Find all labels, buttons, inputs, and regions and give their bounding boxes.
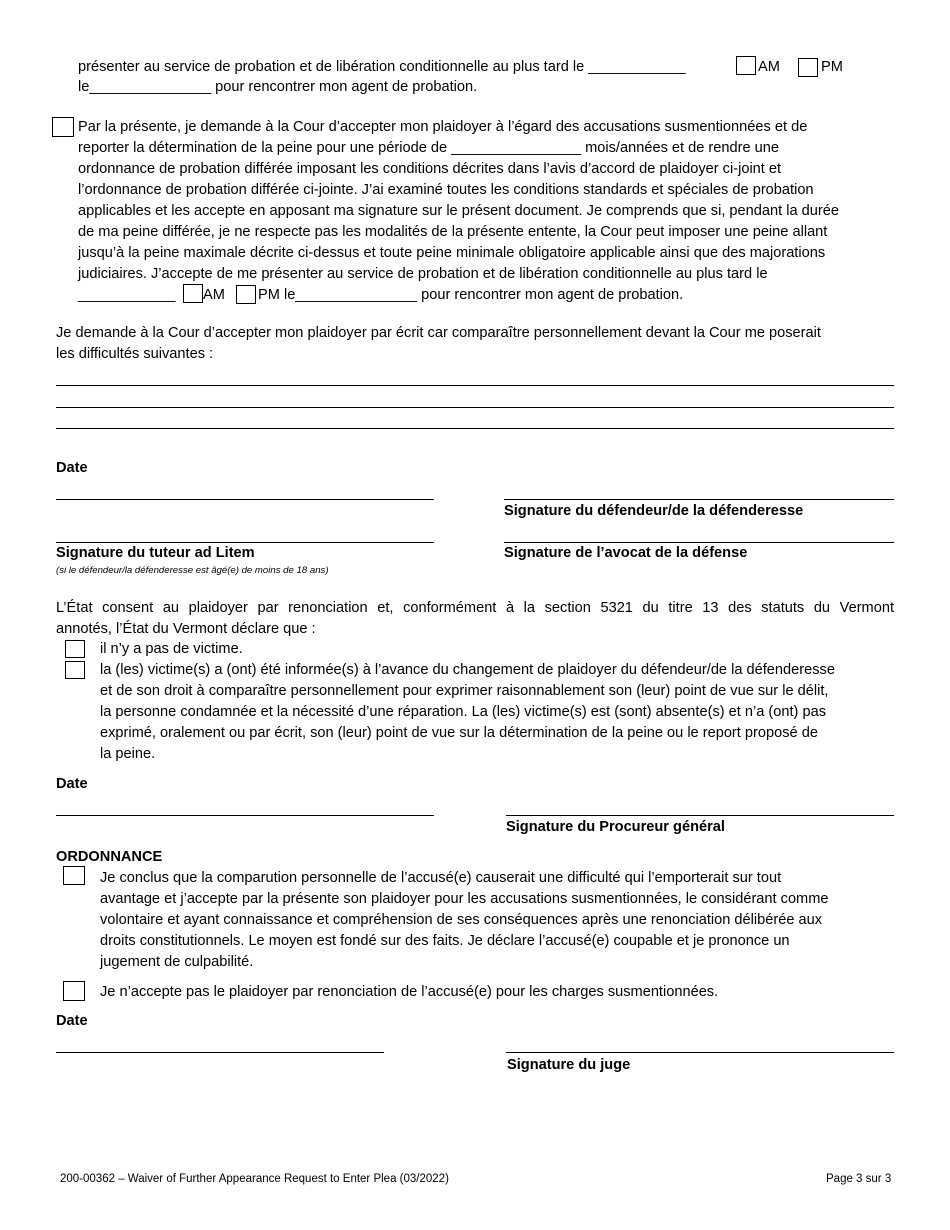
judge-signature-line[interactable]	[506, 1052, 894, 1053]
no-victim-checkbox[interactable]	[65, 640, 85, 658]
footer-page-number: Page 3 sur 3	[826, 1173, 892, 1185]
deferred-pm-checkbox[interactable]	[236, 285, 256, 304]
order-title: ORDONNANCE	[56, 849, 163, 865]
deferred-sentence-checkbox[interactable]	[52, 117, 74, 137]
date-line-2[interactable]	[56, 815, 434, 816]
pm-checkbox[interactable]	[798, 58, 818, 77]
victim-informed-checkbox[interactable]	[65, 661, 85, 679]
date-line-3[interactable]	[56, 1052, 384, 1053]
footer-form-id: 200-00362 – Waiver of Further Appearance Request to Enter Plea (03/2022)	[60, 1173, 449, 1185]
lawyer-signature-label: Signature de l’avocat de la défense	[504, 545, 748, 561]
am-checkbox[interactable]	[736, 56, 756, 75]
reject-plea-label: Je n’accepte pas le plaidoyer par renonciation de l’accusé(e) pour les charges susmentionnées.	[100, 984, 719, 1000]
reject-plea-checkbox[interactable]	[63, 981, 85, 1001]
hardship-request-line-2: les difficultés suivantes :	[56, 346, 214, 362]
guardian-note: (si le défendeur/la défenderesse est âgé(e) de moins de 18 ans)	[56, 565, 329, 576]
defendant-signature-label: Signature du défendeur/de la défenderesse	[504, 503, 804, 519]
attorney-signature-line[interactable]	[506, 815, 894, 816]
date-line-1[interactable]	[56, 499, 434, 500]
state-consent-line-2: annotés, l’État du Vermont déclare que :	[56, 621, 316, 637]
no-victim-label: il n’y a pas de victime.	[100, 641, 243, 657]
accept-plea-checkbox[interactable]	[63, 866, 85, 885]
date-label-2: Date	[56, 776, 88, 792]
guardian-signature-label: Signature du tuteur ad Litem	[56, 545, 255, 561]
probation-report-line: présenter au service de probation et de libération conditionnelle au plus tard le ____________	[78, 59, 686, 75]
attorney-signature-label: Signature du Procureur général	[506, 819, 725, 835]
deferred-am-label: AM	[203, 287, 225, 303]
date-label-1: Date	[56, 460, 88, 476]
hardship-request-line: Je demande à la Cour d’accepter mon plaidoyer par écrit car comparaître personnellement devant la Cour me poserait	[56, 325, 821, 341]
deferred-am-checkbox[interactable]	[183, 284, 203, 303]
probation-agent-line: le_______________ pour rencontrer mon agent de probation.	[78, 79, 478, 95]
date-label-3: Date	[56, 1013, 88, 1029]
deferred-pm-line: PM le_______________ pour rencontrer mon agent de probation.	[258, 287, 684, 303]
hardship-line-3[interactable]	[56, 428, 894, 429]
hardship-line-1[interactable]	[56, 385, 894, 386]
deferred-date-blank: ____________	[78, 287, 176, 303]
state-consent-line: L’État consent au plaidoyer par renonciation et, conformément à la section 5321 du titre 13 des statuts du Vermont	[56, 600, 894, 616]
pm-label: PM	[821, 59, 843, 75]
defendant-signature-line[interactable]	[504, 499, 894, 500]
judge-signature-label: Signature du juge	[507, 1057, 631, 1073]
hardship-line-2[interactable]	[56, 407, 894, 408]
am-label: AM	[758, 59, 780, 75]
